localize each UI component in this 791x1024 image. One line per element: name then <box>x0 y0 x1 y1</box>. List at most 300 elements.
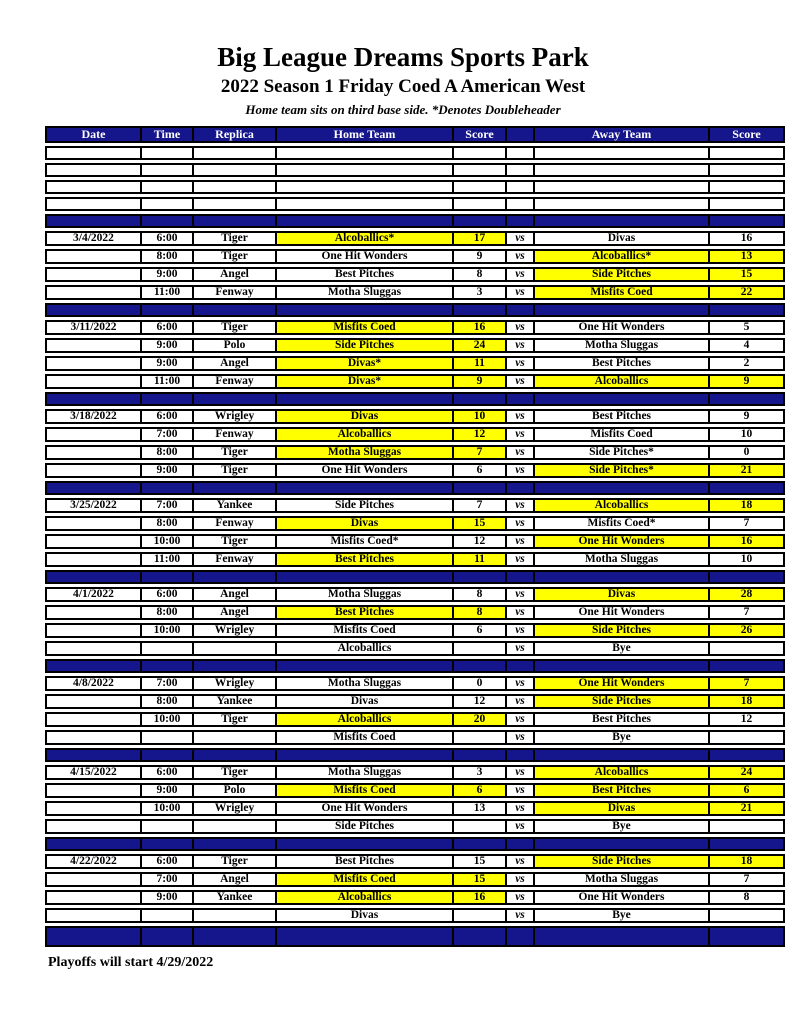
away-score-cell <box>708 197 785 211</box>
time-cell: 7:00 <box>140 676 192 691</box>
schedule-table <box>45 123 785 950</box>
home-team-cell <box>275 197 452 211</box>
vs-cell: vs <box>505 730 533 745</box>
game-row <box>45 552 785 567</box>
time-cell: 8:00 <box>140 516 192 531</box>
away-score-cell: 12 <box>708 712 785 727</box>
time-cell: 7:00 <box>140 498 192 513</box>
game-row <box>45 854 785 869</box>
away-score-cell: 7 <box>708 872 785 887</box>
separator-cell <box>452 481 505 495</box>
date-cell: 3/18/2022 <box>45 409 140 424</box>
home-team-cell <box>275 163 452 177</box>
home-team-cell: Divas <box>275 516 452 531</box>
separator-cell <box>45 926 140 947</box>
away-team-cell: Bye <box>533 908 708 923</box>
replica-cell: Wrigley <box>192 801 275 816</box>
away-team-cell <box>533 146 708 160</box>
replica-cell: Angel <box>192 267 275 282</box>
date-cell: 4/8/2022 <box>45 676 140 691</box>
separator-cell <box>533 926 708 947</box>
home-team-cell: Best Pitches <box>275 552 452 567</box>
home-team-cell <box>275 146 452 160</box>
home-team-cell <box>275 180 452 194</box>
home-team-cell: Divas* <box>275 356 452 371</box>
home-team-cell: Side Pitches <box>275 338 452 353</box>
vs-cell: vs <box>505 231 533 246</box>
away-team-cell: One Hit Wonders <box>533 320 708 335</box>
vs-cell: vs <box>505 676 533 691</box>
separator-row <box>45 926 785 947</box>
vs-cell: vs <box>505 908 533 923</box>
date-cell <box>45 801 140 816</box>
away-score-cell: 15 <box>708 267 785 282</box>
replica-cell: Fenway <box>192 427 275 442</box>
empty-row <box>45 146 785 160</box>
game-row <box>45 641 785 656</box>
time-cell <box>140 819 192 834</box>
vs-cell: vs <box>505 819 533 834</box>
separator-cell <box>505 748 533 762</box>
time-cell: 8:00 <box>140 249 192 264</box>
time-cell: 7:00 <box>140 427 192 442</box>
away-team-cell: Best Pitches <box>533 712 708 727</box>
date-cell <box>45 516 140 531</box>
home-score-cell: 11 <box>452 356 505 371</box>
separator-cell <box>708 659 785 673</box>
away-score-cell: 7 <box>708 676 785 691</box>
separator-cell <box>45 392 140 406</box>
date-cell <box>45 783 140 798</box>
home-team-cell: Best Pitches <box>275 605 452 620</box>
separator-cell <box>192 481 275 495</box>
column-header-score: Score <box>708 126 785 143</box>
separator-cell <box>192 570 275 584</box>
home-team-cell: Side Pitches <box>275 819 452 834</box>
away-team-cell <box>533 197 708 211</box>
replica-cell: Polo <box>192 783 275 798</box>
replica-cell: Fenway <box>192 285 275 300</box>
away-score-cell <box>708 146 785 160</box>
home-score-cell: 13 <box>452 801 505 816</box>
separator-cell <box>452 303 505 317</box>
date-cell: 3/11/2022 <box>45 320 140 335</box>
away-team-cell: Alcoballics <box>533 374 708 389</box>
replica-cell: Tiger <box>192 445 275 460</box>
separator-cell <box>505 481 533 495</box>
separator-cell <box>452 926 505 947</box>
time-cell: 6:00 <box>140 854 192 869</box>
replica-cell: Angel <box>192 605 275 620</box>
separator-cell <box>505 392 533 406</box>
separator-row <box>45 303 785 317</box>
home-team-cell: Alcoballics <box>275 427 452 442</box>
column-header-away-team: Away Team <box>533 126 708 143</box>
separator-cell <box>192 392 275 406</box>
home-score-cell: 12 <box>452 534 505 549</box>
game-row <box>45 623 785 638</box>
separator-cell <box>140 303 192 317</box>
away-team-cell: Divas <box>533 801 708 816</box>
date-cell <box>45 890 140 905</box>
time-cell <box>140 197 192 211</box>
time-cell: 9:00 <box>140 267 192 282</box>
separator-cell <box>708 748 785 762</box>
home-score-cell: 8 <box>452 587 505 602</box>
game-row <box>45 765 785 780</box>
vs-cell: vs <box>505 712 533 727</box>
separator-cell <box>533 748 708 762</box>
home-team-cell: Motha Sluggas <box>275 285 452 300</box>
header-row <box>45 126 785 143</box>
away-score-cell: 9 <box>708 409 785 424</box>
game-row <box>45 587 785 602</box>
home-team-cell: Alcoballics* <box>275 231 452 246</box>
separator-cell <box>45 570 140 584</box>
vs-cell: vs <box>505 801 533 816</box>
time-cell: 9:00 <box>140 890 192 905</box>
home-score-cell <box>452 197 505 211</box>
separator-cell <box>275 570 452 584</box>
time-cell: 10:00 <box>140 623 192 638</box>
home-score-cell <box>452 641 505 656</box>
home-score-cell <box>452 730 505 745</box>
replica-cell: Tiger <box>192 534 275 549</box>
replica-cell: Fenway <box>192 374 275 389</box>
away-score-cell: 16 <box>708 231 785 246</box>
away-team-cell: Side Pitches <box>533 694 708 709</box>
away-score-cell: 0 <box>708 445 785 460</box>
date-cell <box>45 267 140 282</box>
separator-cell <box>45 748 140 762</box>
home-team-cell: Divas <box>275 694 452 709</box>
separator-cell <box>192 926 275 947</box>
time-cell <box>140 163 192 177</box>
away-team-cell: Side Pitches* <box>533 463 708 478</box>
separator-cell <box>533 570 708 584</box>
title-block <box>33 0 773 118</box>
away-score-cell <box>708 180 785 194</box>
playoffs-note: Playoffs will start 4/29/2022 <box>48 955 214 970</box>
separator-row <box>45 214 785 228</box>
separator-cell <box>505 837 533 851</box>
date-cell <box>45 146 140 160</box>
home-score-cell: 15 <box>452 854 505 869</box>
date-cell <box>45 730 140 745</box>
page-title: Big League Dreams Sports Park <box>217 42 589 72</box>
replica-cell: Yankee <box>192 694 275 709</box>
date-cell: 3/25/2022 <box>45 498 140 513</box>
vs-cell: vs <box>505 854 533 869</box>
away-team-cell: Divas <box>533 587 708 602</box>
away-team-cell: Side Pitches* <box>533 445 708 460</box>
home-score-cell <box>452 163 505 177</box>
home-score-cell: 7 <box>452 445 505 460</box>
date-cell <box>45 623 140 638</box>
home-team-cell: Misfits Coed <box>275 783 452 798</box>
home-score-cell: 17 <box>452 231 505 246</box>
separator-cell <box>140 837 192 851</box>
away-score-cell: 13 <box>708 249 785 264</box>
separator-cell <box>275 392 452 406</box>
schedule-table-header <box>45 126 785 143</box>
home-score-cell: 0 <box>452 676 505 691</box>
vs-cell: vs <box>505 356 533 371</box>
replica-cell: Tiger <box>192 249 275 264</box>
vs-cell: vs <box>505 783 533 798</box>
time-cell: 6:00 <box>140 231 192 246</box>
away-team-cell: One Hit Wonders <box>533 605 708 620</box>
game-row <box>45 463 785 478</box>
away-score-cell: 26 <box>708 623 785 638</box>
home-team-cell: Misfits Coed <box>275 623 452 638</box>
separator-cell <box>275 303 452 317</box>
away-team-cell: Alcoballics* <box>533 249 708 264</box>
vs-cell <box>505 180 533 194</box>
away-score-cell: 28 <box>708 587 785 602</box>
separator-cell <box>140 214 192 228</box>
vs-cell: vs <box>505 534 533 549</box>
away-score-cell: 7 <box>708 605 785 620</box>
separator-cell <box>533 392 708 406</box>
replica-cell: Angel <box>192 872 275 887</box>
away-team-cell: Bye <box>533 819 708 834</box>
date-cell <box>45 463 140 478</box>
vs-cell: vs <box>505 694 533 709</box>
replica-cell <box>192 180 275 194</box>
separator-cell <box>275 926 452 947</box>
time-cell: 11:00 <box>140 285 192 300</box>
vs-cell: vs <box>505 427 533 442</box>
away-score-cell: 10 <box>708 552 785 567</box>
home-score-cell: 15 <box>452 872 505 887</box>
vs-cell: vs <box>505 498 533 513</box>
away-score-cell: 18 <box>708 498 785 513</box>
separator-cell <box>275 659 452 673</box>
away-score-cell <box>708 730 785 745</box>
home-score-cell: 11 <box>452 552 505 567</box>
game-row <box>45 872 785 887</box>
time-cell: 11:00 <box>140 374 192 389</box>
replica-cell: Tiger <box>192 765 275 780</box>
time-cell <box>140 641 192 656</box>
home-score-cell <box>452 180 505 194</box>
vs-cell: vs <box>505 320 533 335</box>
replica-cell <box>192 146 275 160</box>
away-team-cell: Misfits Coed* <box>533 516 708 531</box>
vs-cell: vs <box>505 285 533 300</box>
home-team-cell: Misfits Coed <box>275 730 452 745</box>
separator-cell <box>533 659 708 673</box>
game-row <box>45 338 785 353</box>
date-cell <box>45 712 140 727</box>
separator-cell <box>192 659 275 673</box>
date-cell <box>45 285 140 300</box>
away-score-cell: 8 <box>708 890 785 905</box>
date-cell <box>45 605 140 620</box>
page-subtitle: 2022 Season 1 Friday Coed A American West <box>220 76 586 97</box>
time-cell: 7:00 <box>140 872 192 887</box>
away-team-cell: Misfits Coed <box>533 285 708 300</box>
separator-cell <box>140 570 192 584</box>
home-team-cell: Divas <box>275 908 452 923</box>
home-team-cell: Misfits Coed <box>275 320 452 335</box>
time-cell: 6:00 <box>140 765 192 780</box>
away-team-cell: Side Pitches <box>533 623 708 638</box>
home-score-cell: 16 <box>452 320 505 335</box>
separator-row <box>45 659 785 673</box>
separator-cell <box>505 659 533 673</box>
date-cell <box>45 534 140 549</box>
time-cell: 11:00 <box>140 552 192 567</box>
replica-cell: Tiger <box>192 463 275 478</box>
game-row <box>45 730 785 745</box>
separator-cell <box>708 481 785 495</box>
game-row <box>45 605 785 620</box>
home-score-cell: 8 <box>452 267 505 282</box>
date-cell <box>45 374 140 389</box>
date-cell <box>45 445 140 460</box>
vs-cell: vs <box>505 516 533 531</box>
date-cell <box>45 552 140 567</box>
replica-cell: Tiger <box>192 320 275 335</box>
replica-cell: Yankee <box>192 890 275 905</box>
replica-cell: Fenway <box>192 552 275 567</box>
vs-cell: vs <box>505 872 533 887</box>
separator-cell <box>45 481 140 495</box>
separator-row <box>45 748 785 762</box>
time-cell: 9:00 <box>140 356 192 371</box>
separator-cell <box>533 214 708 228</box>
game-row <box>45 908 785 923</box>
separator-cell <box>708 303 785 317</box>
replica-cell: Wrigley <box>192 676 275 691</box>
date-cell <box>45 819 140 834</box>
date-cell <box>45 249 140 264</box>
separator-cell <box>275 481 452 495</box>
column-header-score: Score <box>452 126 505 143</box>
vs-cell <box>505 163 533 177</box>
away-team-cell: Alcoballics <box>533 498 708 513</box>
away-score-cell <box>708 163 785 177</box>
date-cell <box>45 694 140 709</box>
replica-cell: Wrigley <box>192 623 275 638</box>
game-row <box>45 801 785 816</box>
separator-cell <box>708 926 785 947</box>
replica-cell <box>192 908 275 923</box>
away-score-cell: 18 <box>708 854 785 869</box>
vs-cell: vs <box>505 338 533 353</box>
empty-row <box>45 197 785 211</box>
separator-cell <box>275 748 452 762</box>
separator-cell <box>192 214 275 228</box>
replica-cell: Fenway <box>192 516 275 531</box>
home-score-cell: 6 <box>452 463 505 478</box>
home-team-cell: Motha Sluggas <box>275 676 452 691</box>
home-team-cell: Side Pitches <box>275 498 452 513</box>
separator-cell <box>505 214 533 228</box>
home-score-cell: 6 <box>452 623 505 638</box>
vs-cell: vs <box>505 641 533 656</box>
time-cell <box>140 146 192 160</box>
separator-cell <box>505 303 533 317</box>
vs-cell: vs <box>505 890 533 905</box>
time-cell: 8:00 <box>140 445 192 460</box>
away-score-cell: 22 <box>708 285 785 300</box>
replica-cell <box>192 730 275 745</box>
separator-cell <box>45 303 140 317</box>
home-score-cell: 9 <box>452 249 505 264</box>
home-score-cell: 15 <box>452 516 505 531</box>
time-cell: 6:00 <box>140 587 192 602</box>
column-header-time: Time <box>140 126 192 143</box>
away-team-cell: Best Pitches <box>533 783 708 798</box>
home-score-cell: 12 <box>452 694 505 709</box>
vs-cell: vs <box>505 587 533 602</box>
away-score-cell: 16 <box>708 534 785 549</box>
game-row <box>45 356 785 371</box>
away-team-cell: Bye <box>533 641 708 656</box>
separator-row <box>45 481 785 495</box>
home-score-cell: 16 <box>452 890 505 905</box>
separator-cell <box>275 214 452 228</box>
replica-cell: Angel <box>192 587 275 602</box>
game-row <box>45 231 785 246</box>
game-row <box>45 374 785 389</box>
game-row <box>45 516 785 531</box>
column-header-replica: Replica <box>192 126 275 143</box>
vs-cell: vs <box>505 605 533 620</box>
game-row <box>45 427 785 442</box>
home-score-cell <box>452 146 505 160</box>
date-cell: 3/4/2022 <box>45 231 140 246</box>
away-score-cell: 6 <box>708 783 785 798</box>
away-team-cell: One Hit Wonders <box>533 890 708 905</box>
home-score-cell: 10 <box>452 409 505 424</box>
home-score-cell: 3 <box>452 285 505 300</box>
away-team-cell: One Hit Wonders <box>533 676 708 691</box>
away-team-cell: Side Pitches <box>533 267 708 282</box>
time-cell: 10:00 <box>140 534 192 549</box>
separator-cell <box>708 837 785 851</box>
away-team-cell: Motha Sluggas <box>533 552 708 567</box>
replica-cell: Tiger <box>192 854 275 869</box>
home-score-cell: 7 <box>452 498 505 513</box>
home-team-cell: One Hit Wonders <box>275 463 452 478</box>
separator-cell <box>140 481 192 495</box>
separator-cell <box>505 926 533 947</box>
home-team-cell: Alcoballics <box>275 641 452 656</box>
away-score-cell: 24 <box>708 765 785 780</box>
separator-cell <box>708 570 785 584</box>
time-cell <box>140 730 192 745</box>
date-cell <box>45 356 140 371</box>
separator-cell <box>192 303 275 317</box>
replica-cell <box>192 197 275 211</box>
date-cell: 4/22/2022 <box>45 854 140 869</box>
vs-cell: vs <box>505 552 533 567</box>
game-row <box>45 890 785 905</box>
vs-cell: vs <box>505 267 533 282</box>
away-score-cell: 9 <box>708 374 785 389</box>
empty-row <box>45 163 785 177</box>
separator-cell <box>140 659 192 673</box>
vs-cell: vs <box>505 409 533 424</box>
home-score-cell: 24 <box>452 338 505 353</box>
home-team-cell: One Hit Wonders <box>275 801 452 816</box>
away-team-cell: Motha Sluggas <box>533 338 708 353</box>
vs-cell: vs <box>505 249 533 264</box>
